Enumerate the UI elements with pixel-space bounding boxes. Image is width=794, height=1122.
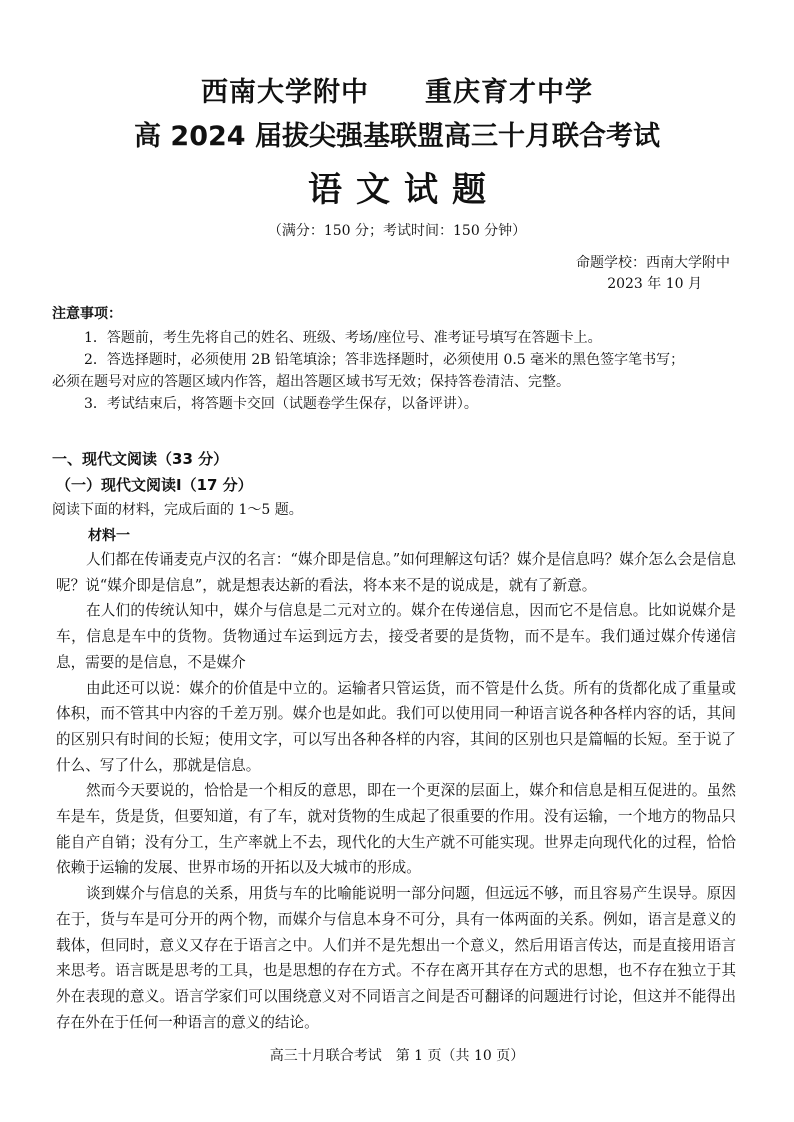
schools-title: 西南大学附中 重庆育才中学 [201,77,593,108]
exam-meta [576,253,730,295]
sub-title: （一）现代文阅读Ⅰ（17 分） [56,476,253,494]
paragraph: 由此还可以说：媒介的价值是中立的。运输者只管运货，而不管是什么货。所有的货都化成了重量或体积，而不管其中内容的千差万别。媒介也是如此。我们可以使用同一种语言说各种各样内容的话，其间的区别只有时间的长短；使用文字，可以写出各种各样的内容，其间的区别也只是篇幅的长短。至于说了什么、写了什么，那就是信息。 [56,679,736,774]
page-footer: 高三十月联合考试 第 1 页（共 10 页） [269,1048,525,1064]
subject-title: 语文试题 [308,170,500,210]
score-info: （满分：150 分；考试时间：150 分钟） [267,223,527,239]
paragraph: 人们都在传诵麦克卢汉的名言：“媒介即是信息。”如何理解这句话？媒介是信息吗？媒介怎么会是信息呢？说“媒介即是信息”，就是想表达新的看法，将本来不是的说成是，就有了新意。 [56,551,736,594]
instruction: 阅读下面的材料，完成后面的 1～5 题。 [52,502,303,518]
part-title: 一、现代文阅读（33 分） [52,450,229,468]
setter-school: 命题学校：西南大学附中 [576,255,730,271]
notice-item: 3．考试结束后，将答题卡交回（试题卷学生保存，以备评讲）。 [84,396,478,412]
paragraph: 然而今天要说的，恰恰是一个相反的意思，即在一个更深的层面上，媒介和信息是相互促进的。虽然车是车，货是货，但要知道，有了车，就对货物的生成起了很重要的作用。没有运输，一个地方的物品只能自产自销；没有分工，生产率就上不去，现代化的大生产就不可能实现。世界走向现代化的过程，恰恰依赖于运输的发展、世界市场的开拓以及大城市的形成。 [56,782,736,877]
notice-list [52,327,752,415]
exam-date: 2023 年 10 月 [607,276,702,292]
notice-heading: 注意事项： [52,306,122,322]
material-title: 材料一 [88,528,130,544]
paragraph: 谈到媒介与信息的关系，用货与车的比喻能说明一部分问题，但远远不够，而且容易产生误导。原因在于，货与车是可分开的两个物，而媒介与信息本身不可分，具有一体两面的关系。例如，语言是意义的载体，但同时，意义又存在于语言之中。人们并不是先想出一个意义，然后用语言传达，而是直接用语言来思考。语言既是思考的工具，也是思想的存在方式。不存在离开其存在方式的思想，也不存在独立于其外在表现的意义。语言学家们可以围绕意义对不同语言之间是否可翻译的问题进行讨论，但这并不能得出存在外在于任何一种语言的意义的结论。 [56,885,736,1031]
notice-item: 1．答题前，考生先将自己的姓名、班级、考场/座位号、准考证号填写在答题卡上。 [84,330,602,346]
paragraph: 在人们的传统认知中，媒介与信息是二元对立的。媒介在传递信息，因而它不是信息。比如说媒介是车，信息是车中的货物。货物通过车运到远方去，接受者要的是货物，而不是车。我们通过媒介传递信息，需要的是信息，不是媒介 [56,602,736,671]
exam-title: 高 2024 届拔尖强基联盟高三十月联合考试 [134,121,660,152]
notice-item: 2．答选择题时，必须使用 2B 铅笔填涂；答非选择题时，必须使用 0.5 毫米的黑色签字笔书写； [84,352,685,368]
material-body [56,547,736,1035]
notice-item: 必须在题号对应的答题区域内作答，超出答题区域书写无效；保持答卷清洁、完整。 [52,374,570,390]
